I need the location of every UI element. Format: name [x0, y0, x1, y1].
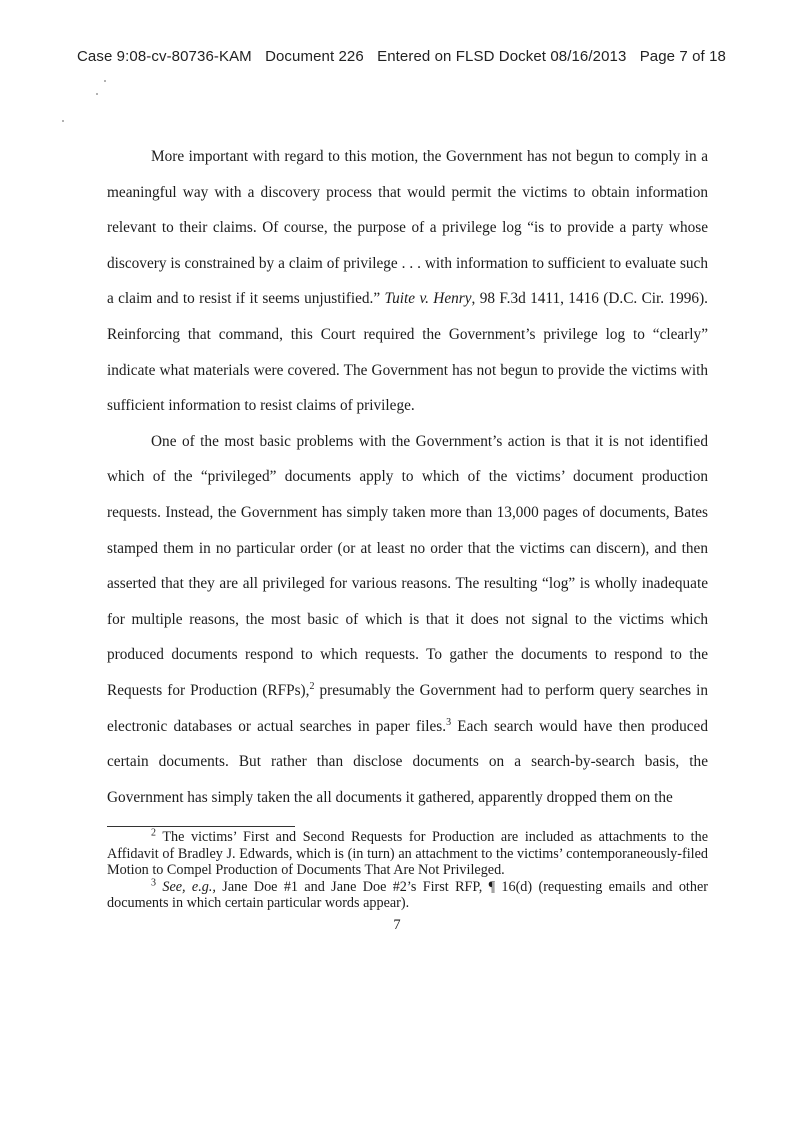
body-text — [107, 139, 708, 815]
scan-speck — [62, 120, 64, 122]
footnote-marker: 3 — [151, 877, 156, 889]
footnote-ref-2[interactable]: 2 — [309, 680, 315, 692]
docket-header — [77, 48, 726, 65]
footnotes — [107, 829, 708, 912]
document-number: Document 226 — [265, 48, 364, 65]
footnote-3: $^3$ See, e.g., Jane Doe #1 and Jane Doe #2’s First RFP, ¶ 16(d) (requesting emails and other documents in which certain particular words appear). — [107, 877, 708, 912]
scan-speck — [104, 80, 106, 82]
footnote-divider — [107, 826, 295, 827]
page-number: 7 — [393, 917, 401, 933]
footnote-2: $^2$ The victims’ First and Second Requests for Production are included as attachments to the Affidavit of Bradley J. Edwards, which is (in turn) an attachment to the victims’ contemporaneously-filed Motion to Compel Production of Documents That Are Not Privileged. — [107, 827, 708, 879]
citation-signal: See, e.g., — [162, 878, 216, 895]
docket-entry: Entered on FLSD Docket 08/16/2013 — [377, 48, 627, 65]
page-count: Page 7 of 18 — [639, 48, 726, 65]
scan-speck — [96, 93, 98, 95]
paragraph-privilege-log-purpose: More important with regard to this motion, the Government has not begun to comply in a meaningful way with a discovery process that would permit the victims to obtain information relevant to their claims. Of course, the purpose of a privilege log “is to provide a party whose discovery is constrained by a claim of privilege . . . with information to sufficient to evaluate such a claim and to resist if it seems unjustified.” Tuite v. Henry, 98 F.3d 1411, 1416 (D.C. Cir. 1996). Reinforcing that command, this Court required the Government’s privilege log to “clearly” indicate what materials were covered. The Government has not begun to provide the victims with sufficient information to resist claims of privilege. — [107, 148, 708, 415]
case-number: Case 9:08-cv-80736-KAM — [77, 48, 252, 65]
footnote-marker: 2 — [151, 827, 156, 839]
footnote-ref-3[interactable]: 3 — [446, 716, 452, 728]
case-citation: Tuite v. Henry — [384, 290, 472, 308]
paragraph-basic-problems: One of the most basic problems with the Government’s action is that it is not identified which of the “privileged” documents apply to which of the victims’ document production requests. Instead, the Government has simply taken more than 13,000 pages of documents, Bates stamped them in no particular order (or at least no order that the victims can discern), and then asserted that they are all privileged for various reasons. The resulting “log” is wholly inadequate for multiple reasons, the most basic of which is that it does not signal to the victims which produced documents respond to which requests. To gather the documents to respond to the Requests for Production (RFPs),$^2$ presumably the Government had to perform query searches in electronic databases or actual searches in paper files.$^3$ Each search would have then produced certain documents. But rather than disclose documents on a search-by-search basis, the Government has simply taken the all documents it gathered, apparently dropped them on the — [107, 432, 708, 806]
